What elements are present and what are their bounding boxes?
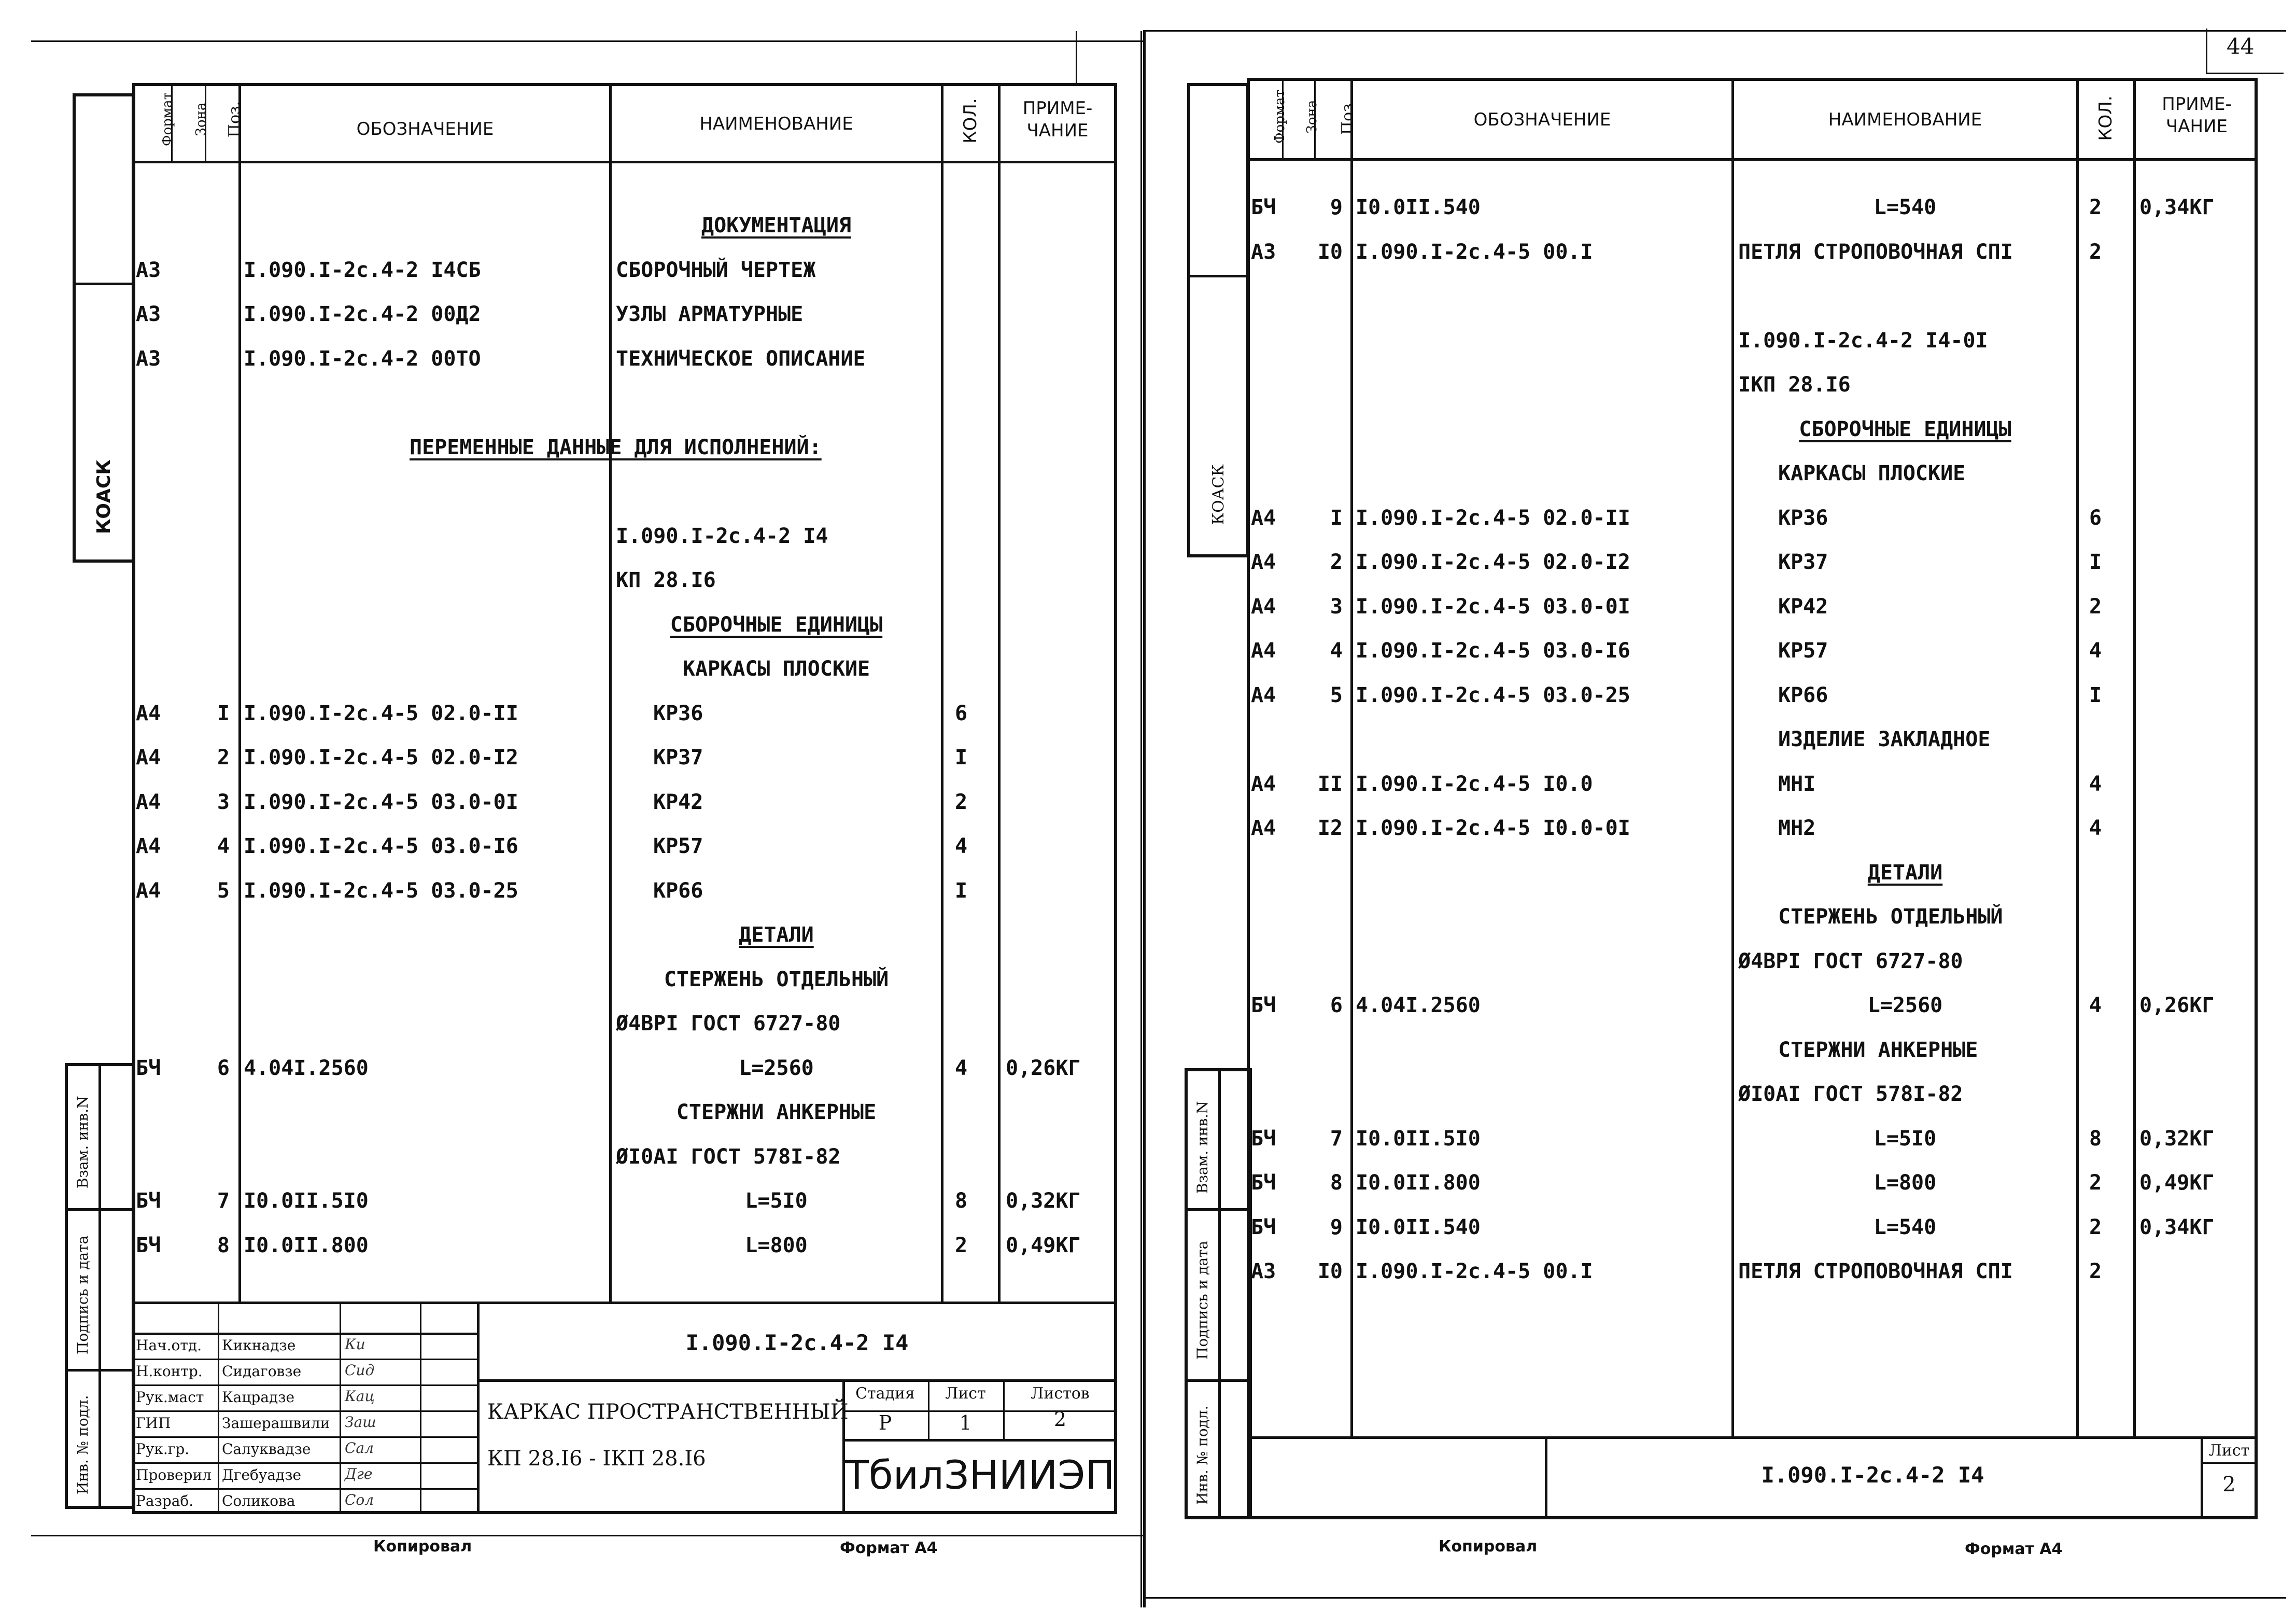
footer-format: Формат А4 [1965, 1540, 2063, 1558]
tb-signer-signature: Кац [345, 1388, 375, 1405]
cell-position: 9 [1330, 1215, 1343, 1239]
cell-name: L=2560 [739, 1056, 814, 1080]
cell-format: БЧ [1251, 1126, 1276, 1151]
cell-format: А4 [136, 878, 161, 903]
header-designation: ОБОЗНАЧЕНИЕ [1473, 109, 1611, 130]
cell-name: СТЕРЖЕНЬ ОТДЕЛЬНЫЙ [664, 967, 889, 991]
cell-designation: I.090.I-2с.4-5 I0.0-0I [1356, 816, 1630, 840]
tb-sheets-value: 2 [1053, 1408, 1067, 1431]
cell-position: I [217, 701, 230, 725]
cell-designation: I.090.I-2с.4-5 I0.0 [1356, 772, 1593, 796]
cell-position: I0 [1317, 240, 1343, 264]
cell-format: А3 [136, 258, 161, 282]
cell-quantity: 4 [955, 834, 968, 858]
header-pos: Поз. [1339, 98, 1357, 135]
table-row [0, 870, 1148, 912]
table-row [0, 737, 1148, 778]
cell-quantity: 4 [2089, 772, 2102, 796]
cell-note: 0,26КГ [2139, 994, 2215, 1017]
cell-designation: I.090.I-2с.4-5 03.0-25 [1356, 683, 1630, 707]
cell-name: МНI [1778, 772, 1816, 796]
table-row [1143, 675, 2296, 716]
table-row [0, 471, 1148, 512]
cell-quantity: 4 [955, 1056, 968, 1080]
cell-name: КР57 [653, 834, 703, 858]
header-designation: ОБОЗНАЧЕНИЕ [356, 119, 494, 139]
table-row [0, 338, 1148, 380]
margin-inv: Инв. № подл. [1194, 1405, 1211, 1505]
cell-name: ØI0АI ГОСТ 578I-82 [1738, 1082, 1963, 1106]
cell-name: МН2 [1778, 816, 1816, 840]
cell-position: 7 [1330, 1126, 1343, 1151]
cell-name: L=800 [745, 1233, 808, 1257]
cell-designation: I.090.I-2с.4-5 02.0-I2 [1356, 550, 1630, 574]
right-sheet-label: Лист [2208, 1442, 2250, 1460]
cell-designation: I0.0II.540 [1356, 195, 1481, 219]
table-row [0, 559, 1148, 601]
tb-signer-name: Соликова [222, 1492, 295, 1509]
title-block-top [1247, 1436, 2258, 1439]
cell-name: IКП 28.I6 [1738, 373, 1851, 397]
cell-name: КР37 [1778, 550, 1828, 574]
table-row [0, 293, 1148, 335]
cell-name: Ø4ВРI ГОСТ 6727-80 [616, 1012, 841, 1036]
tb-signer-line [132, 1410, 477, 1412]
cell-name: L=5I0 [745, 1189, 808, 1213]
cell-name: L=540 [1874, 1215, 1937, 1239]
table-row [0, 914, 1148, 956]
cell-format: А4 [1251, 594, 1276, 619]
cell-format: А4 [1251, 550, 1276, 574]
cell-position: 8 [1330, 1171, 1343, 1195]
koask-label: КОАСК [1209, 464, 1228, 525]
cell-name: КР37 [653, 746, 703, 769]
cell-designation: I.090.I-2с.4-5 03.0-0I [1356, 594, 1630, 619]
header-name: НАИМЕНОВАНИЕ [1828, 109, 1982, 130]
cell-designation: I.090.I-2с.4-5 02.0-II [244, 701, 518, 725]
cell-name: УЗЛЫ АРМАТУРНЫЕ [616, 302, 804, 326]
table-row [1143, 187, 2296, 228]
cell-format: А4 [1251, 683, 1276, 707]
cell-designation: 4.04I.2560 [1356, 994, 1481, 1017]
cell-quantity: 2 [2089, 594, 2102, 619]
spec-header-bottom [132, 161, 1117, 163]
cell-position: 4 [1330, 639, 1343, 663]
cell-position: I [1330, 506, 1343, 530]
margin-inv: Инв. № подл. [74, 1395, 91, 1494]
table-row [0, 1136, 1148, 1178]
margin-vzam: Взам. инв.N [74, 1096, 91, 1188]
cell-quantity: 2 [2089, 1260, 2102, 1283]
cell-name: КР36 [653, 701, 703, 725]
cell-name: L=5I0 [1874, 1126, 1937, 1151]
tb-signer-role: Рук.гр. [136, 1440, 190, 1458]
cell-position: 5 [1330, 683, 1343, 707]
tb-signer-role: Н.контр. [136, 1363, 203, 1380]
cell-designation: I0.0II.5I0 [244, 1189, 369, 1213]
tb-signer-line [132, 1436, 477, 1438]
cell-quantity: 2 [955, 1233, 968, 1257]
cell-quantity: 8 [955, 1189, 968, 1213]
cell-quantity: 4 [2089, 816, 2102, 840]
footer-format: Формат А4 [840, 1539, 938, 1557]
page-number-box-left [2206, 29, 2207, 73]
table-row [1143, 719, 2296, 760]
tb-title-line2: КП 28.I6 - IКП 28.I6 [487, 1447, 706, 1471]
table-row [1143, 231, 2296, 273]
cell-position: 3 [217, 790, 230, 814]
cell-note: 0,32КГ [2139, 1126, 2215, 1151]
cell-format: БЧ [1251, 1171, 1276, 1195]
tb-signer-name: Салуквадзе [222, 1440, 311, 1458]
cell-designation: I.090.I-2с.4-5 02.0-I2 [244, 746, 518, 769]
sheet-bottom-edge [1143, 1597, 2286, 1599]
table-row [0, 1003, 1148, 1044]
table-row [1143, 807, 2296, 849]
table-row [1143, 1207, 2296, 1248]
cell-note: 0,49КГ [2139, 1171, 2215, 1195]
tb-signer-name: Зашерашвили [222, 1415, 330, 1432]
tb-sheets-label: Листов [1031, 1384, 1090, 1403]
cell-name: КР36 [1778, 506, 1828, 530]
table-row [1143, 275, 2296, 317]
tb-signer-role: Рук.маст [136, 1389, 204, 1406]
cell-format: А4 [136, 834, 161, 858]
cell-format: А4 [1251, 639, 1276, 663]
cell-format: А4 [1251, 772, 1276, 796]
tb-signer-name: Кацрадзе [222, 1389, 295, 1406]
cell-note: 0,26КГ [1006, 1056, 1081, 1080]
cell-name: СБОРОЧНЫЙ ЧЕРТЕЖ [616, 258, 816, 282]
cell-designation: I.090.I-2с.4-2 I4СБ [244, 258, 481, 282]
cell-quantity: 6 [955, 701, 968, 725]
cell-position: 4 [217, 834, 230, 858]
cell-name: СТЕРЖНИ АНКЕРНЫЕ [1778, 1038, 1978, 1062]
cell-quantity: 4 [2089, 994, 2102, 1017]
table-row [1143, 896, 2296, 938]
tb-signer-line [132, 1488, 477, 1490]
cell-quantity: 4 [2089, 639, 2102, 663]
header-pos: Поз. [226, 101, 244, 138]
footer-copied: Копировал [373, 1537, 472, 1556]
right-doc-code: I.090.I-2с.4-2 I4 [1761, 1462, 1984, 1488]
header-qty: КОЛ. [960, 98, 981, 144]
cell-name: ДЕТАЛИ [1867, 860, 1943, 885]
tb-signer-line [132, 1462, 477, 1464]
cell-position: 6 [217, 1056, 230, 1080]
cell-position: I2 [1317, 816, 1343, 840]
cell-format: БЧ [136, 1233, 161, 1257]
cell-designation: I0.0II.800 [244, 1233, 369, 1257]
cell-designation: I0.0II.5I0 [1356, 1126, 1481, 1151]
tb-sheet-value: 1 [959, 1411, 972, 1434]
cell-name: ØI0АI ГОСТ 578I-82 [616, 1144, 841, 1169]
table-row [1143, 497, 2296, 539]
header-note: ПРИМЕ- ЧАНИЕ [2162, 94, 2232, 137]
cell-quantity: 8 [2089, 1126, 2102, 1151]
cell-name: СБОРОЧНЫЕ ЕДИНИЦЫ [1799, 417, 2011, 441]
tb-title-line1: КАРКАС ПРОСТРАНСТВЕННЫЙ [487, 1400, 849, 1424]
table-row [1143, 1251, 2296, 1292]
table-row [1143, 852, 2296, 893]
cell-format: А4 [1251, 816, 1276, 840]
cell-designation: I.090.I-2с.4-5 03.0-25 [244, 878, 518, 903]
cell-format: БЧ [136, 1189, 161, 1213]
tb-stage-value: Р [878, 1411, 892, 1434]
cell-note: 0,32КГ [1006, 1189, 1081, 1213]
footer-copied: Копировал [1439, 1537, 1538, 1556]
header-note: ПРИМЕ- ЧАНИЕ [1022, 98, 1093, 141]
table-row [0, 249, 1148, 291]
table-row [0, 826, 1148, 867]
tb-sheet-label: Лист [945, 1384, 986, 1403]
header-zone: Зона [193, 102, 209, 136]
tb-signer-line [132, 1384, 477, 1386]
right-sheet-value: 2 [2222, 1473, 2236, 1496]
cell-format: А4 [136, 790, 161, 814]
page-number: 44 [2227, 34, 2255, 59]
tb-signer-signature: Сол [345, 1491, 374, 1508]
cell-designation: I.090.I-2с.4-2 00Д2 [244, 302, 481, 326]
cell-position: 9 [1330, 195, 1343, 219]
cell-designation: I.090.I-2с.4-5 03.0-I6 [1356, 639, 1630, 663]
cell-position: 2 [217, 746, 230, 769]
header-format: Формат [160, 92, 175, 146]
table-row [0, 604, 1148, 646]
spec-header-bottom [1247, 158, 2258, 161]
cell-name: КП 28.I6 [616, 568, 716, 592]
tb-signer-role: Нач.отд. [136, 1337, 202, 1354]
table-row [0, 1047, 1148, 1089]
cell-name: КАРКАСЫ ПЛОСКИЕ [1778, 461, 1966, 485]
cell-name: ПЕРЕМЕННЫЕ ДАННЫЕ ДЛЯ ИСПОЛНЕНИЙ: [410, 435, 822, 459]
table-row [1143, 985, 2296, 1026]
cell-designation: I0.0II.540 [1356, 1215, 1481, 1239]
sheet-top-edge [1143, 30, 2286, 32]
cell-name: КР42 [653, 790, 703, 814]
table-row [1143, 586, 2296, 627]
header-qty: КОЛ. [2095, 95, 2116, 141]
tb-org: ТбилЗНИИЭП [844, 1452, 1115, 1498]
tb-code-bottom [477, 1379, 1117, 1382]
cell-designation: I.090.I-2с.4-5 03.0-I6 [244, 834, 518, 858]
cell-designation: I.090.I-2с.4-5 00.I [1356, 1260, 1593, 1283]
cell-quantity: I [2089, 550, 2102, 574]
cell-name: L=540 [1874, 195, 1937, 219]
cell-quantity: 6 [2089, 506, 2102, 530]
margin-podpis: Подпись и дата [1194, 1240, 1211, 1360]
sheet-corner-line [1076, 31, 1077, 83]
table-row [1143, 1073, 2296, 1115]
cell-designation: I.090.I-2с.4-5 00.I [1356, 240, 1593, 264]
cell-designation: 4.04I.2560 [244, 1056, 369, 1080]
tb-signer-signature: Сал [345, 1439, 374, 1457]
cell-format: БЧ [1251, 1215, 1276, 1239]
cell-position: 2 [1330, 550, 1343, 574]
cell-position: 3 [1330, 594, 1343, 619]
cell-quantity: 2 [2089, 195, 2102, 219]
table-row [0, 693, 1148, 734]
cell-note: 0,34КГ [2139, 1215, 2215, 1239]
cell-designation: I0.0II.800 [1356, 1171, 1481, 1195]
cell-name: СТЕРЖНИ АНКЕРНЫЕ [676, 1100, 877, 1124]
table-row [0, 1180, 1148, 1222]
tb-signer-name: Кикнадзе [222, 1337, 296, 1354]
tb-signer-signature: Дге [345, 1465, 373, 1482]
table-row [0, 515, 1148, 557]
table-row [1143, 630, 2296, 671]
table-row [1143, 1029, 2296, 1071]
cell-format: БЧ [136, 1056, 161, 1080]
cell-note: 0,34КГ [2139, 195, 2215, 219]
cell-name: ИЗДЕЛИЕ ЗАКЛАДНОЕ [1778, 727, 1991, 751]
cell-name: КР57 [1778, 639, 1828, 663]
cell-name: ПЕТЛЯ СТРОПОВОЧНАЯ СПI [1738, 1260, 2013, 1283]
title-sheet-line [2201, 1462, 2258, 1464]
table-row [0, 1092, 1148, 1133]
cell-format: А3 [1251, 1260, 1276, 1283]
cell-name: I.090.I-2с.4-2 I4-0I [1738, 328, 1988, 353]
cell-quantity: 2 [2089, 1215, 2102, 1239]
table-row [1143, 453, 2296, 494]
title-block-top [132, 1302, 1117, 1304]
cell-name: L=2560 [1867, 994, 1943, 1017]
cell-position: II [1317, 772, 1343, 796]
cell-quantity: I [955, 878, 968, 903]
cell-name: I.090.I-2с.4-2 I4 [616, 524, 828, 548]
table-row [0, 648, 1148, 690]
cell-format: БЧ [1251, 994, 1276, 1017]
cell-format: А3 [136, 302, 161, 326]
table-row [1143, 364, 2296, 405]
header-name: НАИМЕНОВАНИЕ [699, 114, 853, 134]
cell-quantity: 2 [2089, 240, 2102, 264]
cell-position: 6 [1330, 994, 1343, 1017]
table-row [0, 205, 1148, 246]
table-row [0, 1225, 1148, 1266]
tb-signer-name: Дгебуадзе [222, 1466, 302, 1484]
cell-name: ТЕХНИЧЕСКОЕ ОПИСАНИЕ [616, 346, 866, 371]
cell-position: 5 [217, 878, 230, 903]
cell-position: 8 [217, 1233, 230, 1257]
cell-quantity: 2 [955, 790, 968, 814]
table-row [1143, 1118, 2296, 1159]
cell-designation: I.090.I-2с.4-5 02.0-II [1356, 506, 1630, 530]
tb-signer-name: Сидаговзе [222, 1363, 302, 1380]
table-row [0, 959, 1148, 1000]
tb-signer-role: Проверил [136, 1466, 212, 1484]
header-format: Формат [1272, 90, 1288, 144]
cell-name: КР66 [653, 878, 703, 903]
cell-format: А4 [1251, 506, 1276, 530]
cell-format: А4 [136, 701, 161, 725]
cell-designation: I.090.I-2с.4-5 03.0-0I [244, 790, 518, 814]
cell-note: 0,49КГ [1006, 1233, 1081, 1257]
table-row [0, 427, 1148, 468]
table-row [1143, 409, 2296, 450]
tb-signer-signature: Ки [345, 1336, 365, 1353]
cell-name: КР42 [1778, 594, 1828, 619]
tb-signer-role: ГИП [136, 1415, 171, 1432]
table-row [1143, 320, 2296, 361]
sheet-bottom-edge [31, 1535, 1146, 1536]
koask-label: КОАСК [93, 459, 115, 534]
cell-position: 7 [217, 1189, 230, 1213]
sheet-top-edge [31, 40, 1146, 42]
cell-name: L=800 [1874, 1171, 1937, 1195]
tb-signer-signature: Заш [345, 1414, 376, 1431]
table-row [1143, 541, 2296, 583]
margin-divider-2 [1185, 1379, 1252, 1382]
tb-row-line-0 [132, 1333, 477, 1335]
tb-stage-line-2 [842, 1439, 1117, 1442]
cell-name: КАРКАСЫ ПЛОСКИЕ [682, 657, 870, 681]
table-row [0, 382, 1148, 424]
header-zone: Зона [1304, 100, 1320, 134]
cell-position: I0 [1317, 1260, 1343, 1283]
tb-doc-code: I.090.I-2с.4-2 I4 [685, 1330, 909, 1355]
cell-name: ДОКУМЕНТАЦИЯ [701, 214, 851, 237]
tb-signer-signature: Сид [345, 1362, 375, 1379]
tb-stage-label: Стадия [855, 1384, 915, 1403]
margin-vzam: Взам. инв.N [1194, 1101, 1211, 1194]
cell-quantity: 2 [2089, 1171, 2102, 1195]
cell-format: А3 [136, 346, 161, 371]
page-number-box-bottom [2206, 73, 2284, 74]
table-row [1143, 763, 2296, 805]
cell-name: КР66 [1778, 683, 1828, 707]
cell-name: Ø4ВРI ГОСТ 6727-80 [1738, 949, 1963, 973]
table-row [0, 781, 1148, 823]
tb-signer-role: Разраб. [136, 1492, 194, 1509]
cell-quantity: I [2089, 683, 2102, 707]
cell-name: СБОРОЧНЫЕ ЕДИНИЦЫ [670, 612, 883, 637]
cell-designation: I.090.I-2с.4-2 00ТО [244, 346, 481, 371]
cell-name: СТЕРЖЕНЬ ОТДЕЛЬНЫЙ [1778, 905, 2003, 929]
margin-divider-2 [65, 1369, 135, 1372]
cell-format: А3 [1251, 240, 1276, 264]
tb-signer-line [132, 1359, 477, 1360]
table-row [1143, 1162, 2296, 1204]
margin-podpis: Подпись и дата [74, 1235, 91, 1354]
cell-name: ПЕТЛЯ СТРОПОВОЧНАЯ СПI [1738, 240, 2013, 264]
cell-name: ДЕТАЛИ [739, 923, 814, 947]
cell-quantity: I [955, 746, 968, 769]
cell-format: А4 [136, 746, 161, 769]
right-sheet [1143, 0, 2296, 1623]
table-row [1143, 941, 2296, 982]
cell-format: БЧ [1251, 195, 1276, 219]
